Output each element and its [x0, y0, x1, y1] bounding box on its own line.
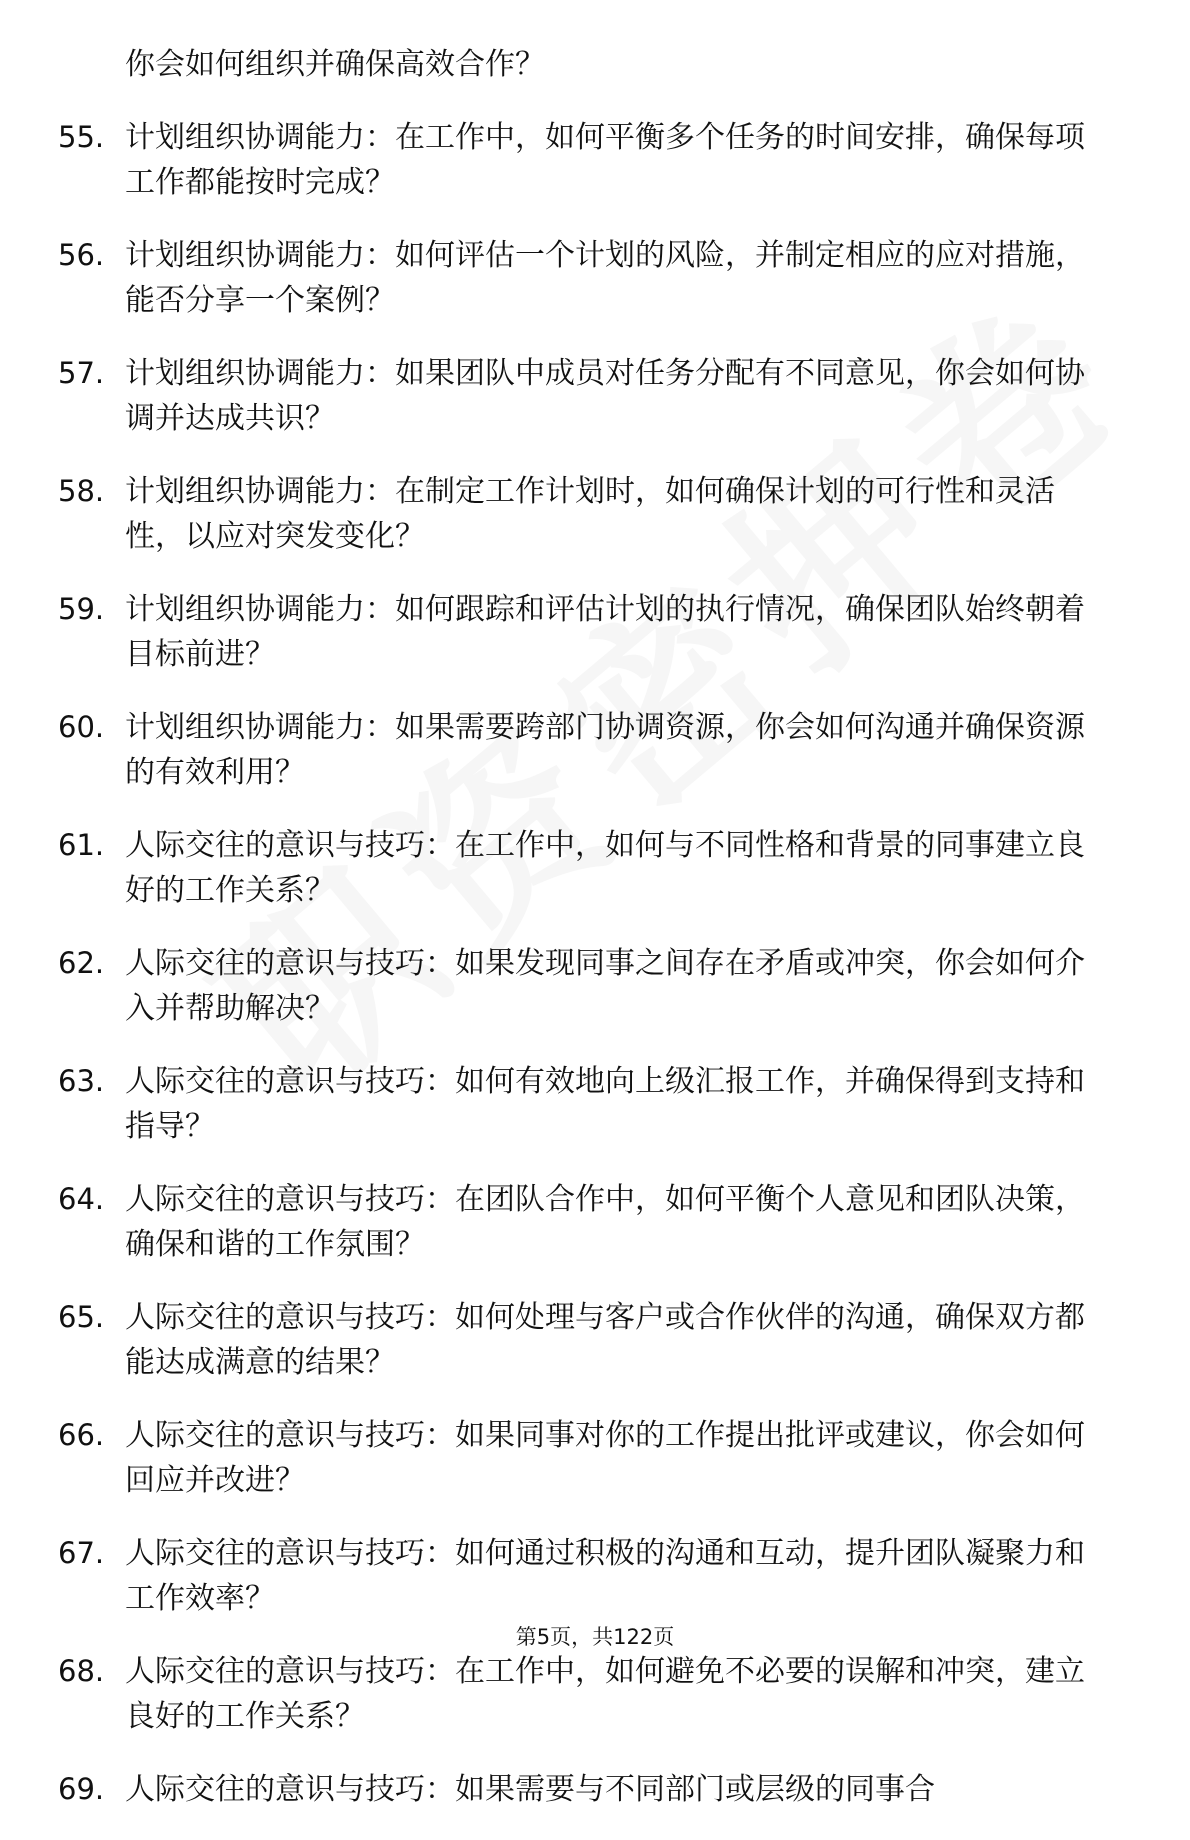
item-number: 65.	[58, 1300, 105, 1334]
item-text: 人际交往的意识与技巧：在团队合作中，如何平衡个人意见和团队决策，确保和谐的工作氛围？	[125, 1182, 1085, 1262]
item-text: 人际交往的意识与技巧：如何通过积极的沟通和互动，提升团队凝聚力和工作效率？	[125, 1536, 1085, 1616]
item-text: 人际交往的意识与技巧：如果同事对你的工作提出批评或建议，你会如何回应并改进？	[125, 1418, 1085, 1498]
list-item	[0, 941, 1190, 1031]
list-item	[0, 1531, 1190, 1621]
item-text: 计划组织协调能力：如果团队中成员对任务分配有不同意见，你会如何协调并达成共识？	[125, 356, 1085, 436]
item-number: 67.	[58, 1536, 105, 1570]
list-item	[0, 1767, 1190, 1812]
list-item	[0, 823, 1190, 913]
list-item	[0, 469, 1190, 559]
item-text: 人际交往的意识与技巧：如果发现同事之间存在矛盾或冲突，你会如何介入并帮助解决？	[125, 946, 1085, 1026]
item-text: 你会如何组织并确保高效合作？	[125, 47, 545, 82]
item-number: 58.	[58, 474, 105, 508]
item-text: 人际交往的意识与技巧：如何处理与客户或合作伙伴的沟通，确保双方都能达成满意的结果？	[125, 1300, 1085, 1380]
list-item	[0, 42, 1190, 87]
list-item	[0, 1413, 1190, 1503]
item-number: 66.	[58, 1418, 105, 1452]
item-number: 56.	[58, 238, 105, 272]
item-text: 计划组织协调能力：在制定工作计划时，如何确保计划的可行性和灵活性，以应对突发变化？	[125, 474, 1055, 554]
item-number: 68.	[58, 1654, 105, 1688]
list-item	[0, 1059, 1190, 1149]
item-text: 人际交往的意识与技巧：如果需要与不同部门或层级的同事合	[125, 1772, 935, 1807]
item-number: 62.	[58, 946, 105, 980]
item-number: 57.	[58, 356, 105, 390]
list-item	[0, 1177, 1190, 1267]
list-item	[0, 587, 1190, 677]
list-item	[0, 351, 1190, 441]
page-number-footer: 第5页，共122页	[515, 1625, 675, 1649]
list-item	[0, 1649, 1190, 1739]
item-text: 人际交往的意识与技巧：如何有效地向上级汇报工作，并确保得到支持和指导？	[125, 1064, 1085, 1144]
item-number: 60.	[58, 710, 105, 744]
item-number: 64.	[58, 1182, 105, 1216]
item-number: 59.	[58, 592, 105, 626]
list-item	[0, 705, 1190, 795]
item-number: 61.	[58, 828, 105, 862]
item-text: 计划组织协调能力：如何评估一个计划的风险，并制定相应的应对措施，能否分享一个案例？	[125, 238, 1085, 318]
question-list	[0, 42, 1190, 1840]
item-number: 55.	[58, 120, 105, 154]
list-item	[0, 1295, 1190, 1385]
list-item	[0, 115, 1190, 205]
item-text: 计划组织协调能力：如何跟踪和评估计划的执行情况，确保团队始终朝着目标前进？	[125, 592, 1085, 672]
item-text: 人际交往的意识与技巧：在工作中，如何与不同性格和背景的同事建立良好的工作关系？	[125, 828, 1085, 908]
item-text: 人际交往的意识与技巧：在工作中，如何避免不必要的误解和冲突，建立良好的工作关系？	[125, 1654, 1085, 1734]
item-text: 计划组织协调能力：如果需要跨部门协调资源，你会如何沟通并确保资源的有效利用？	[125, 710, 1085, 790]
list-item	[0, 233, 1190, 323]
item-text: 计划组织协调能力：在工作中，如何平衡多个任务的时间安排，确保每项工作都能按时完成？	[125, 120, 1085, 200]
item-number: 63.	[58, 1064, 105, 1098]
item-number: 69.	[58, 1772, 105, 1806]
